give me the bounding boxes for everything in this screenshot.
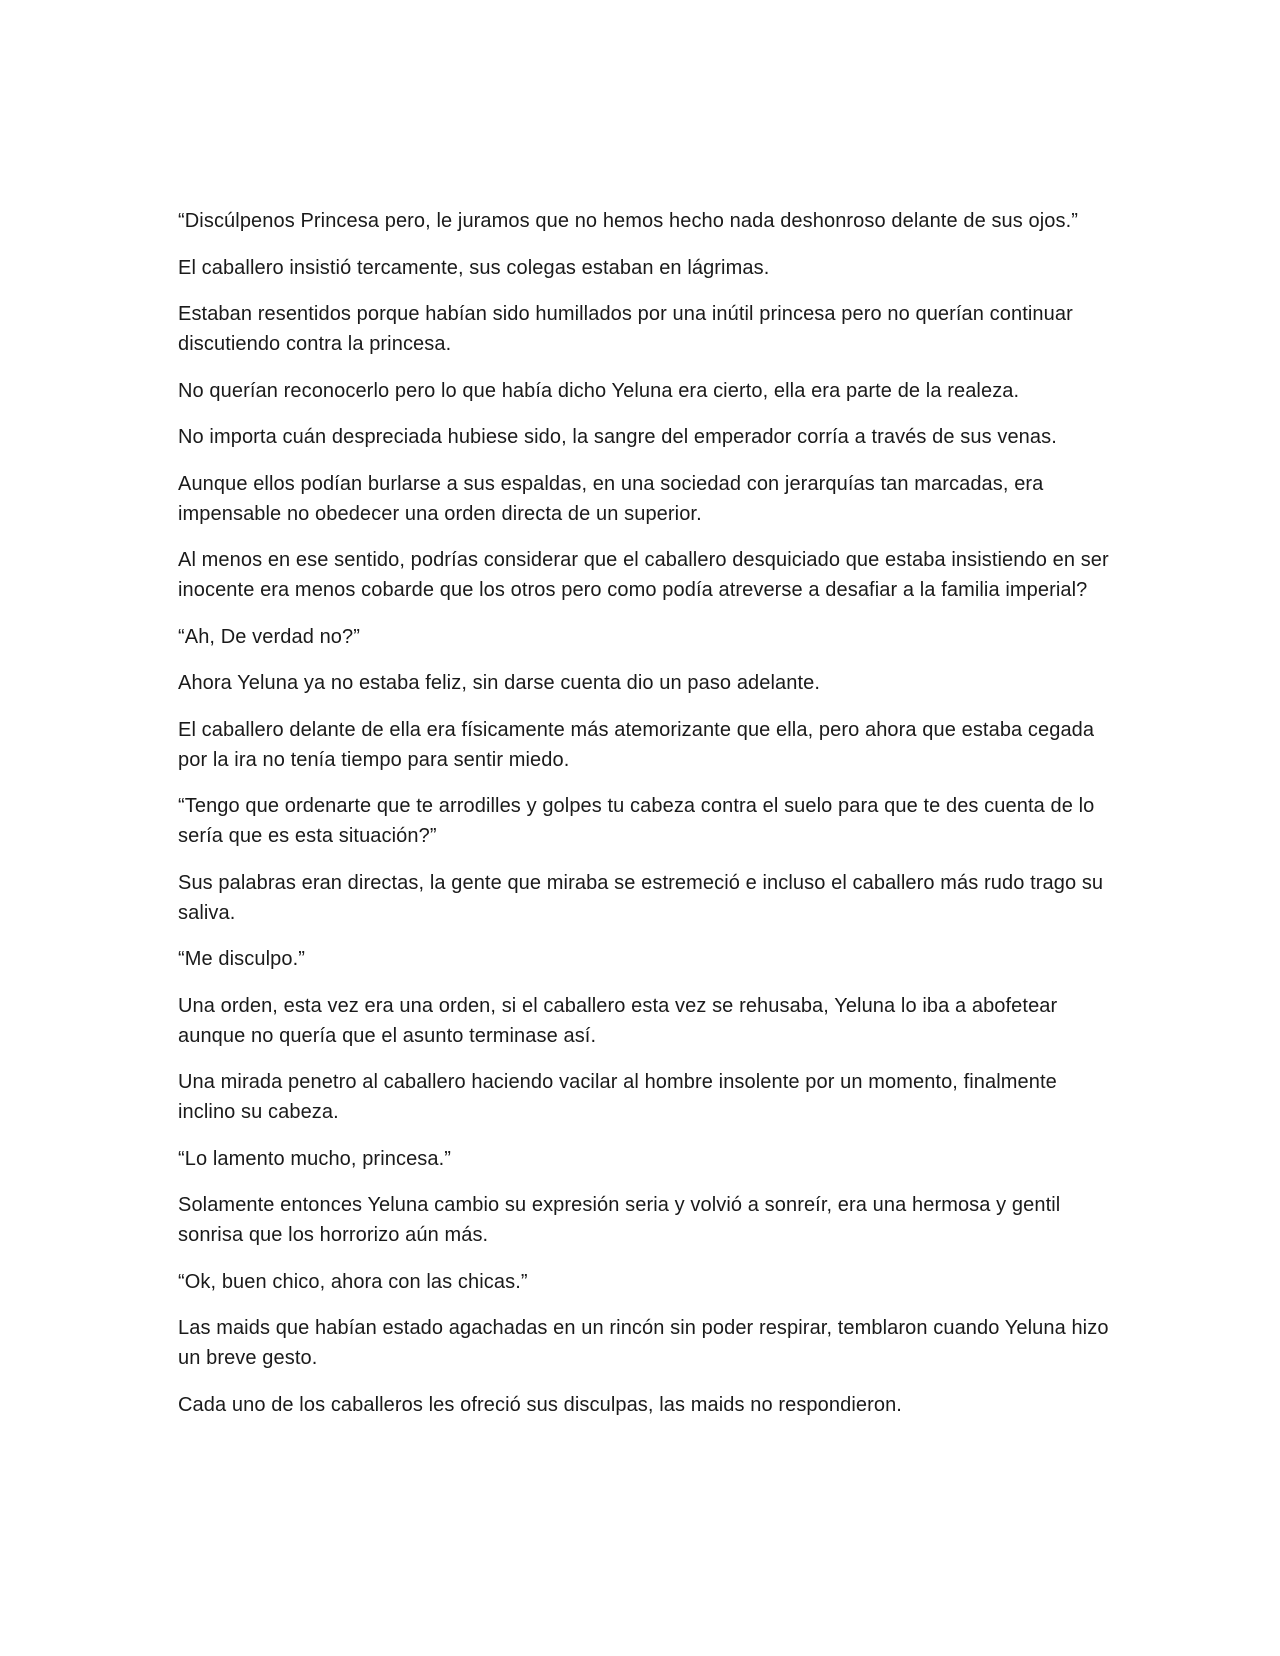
paragraph: Cada uno de los caballeros les ofreció sus disculpas, las maids no respondieron. <box>178 1393 902 1416</box>
paragraph: Estaban resentidos porque habían sido humillados por una inútil princesa pero no querían continuar discutiendo contra la princesa. <box>178 303 1073 355</box>
paragraph: “Discúlpenos Princesa pero, le juramos que no hemos hecho nada deshonroso delante de sus ojos.” <box>178 210 1079 232</box>
paragraph: “Ok, buen chico, ahora con las chicas.” <box>178 1270 528 1293</box>
document-body <box>178 206 1118 1436</box>
paragraph: Solamente entonces Yeluna cambio su expresión seria y volvió a sonreír, era una hermosa y gentil sonrisa que los horrorizo aún más. <box>178 1194 1061 1246</box>
paragraph: Sus palabras eran directas, la gente que miraba se estremeció e incluso el caballero más rudo trago su saliva. <box>178 871 1104 924</box>
paragraph: “Lo lamento mucho, princesa.” <box>178 1147 452 1170</box>
paragraph: Ahora Yeluna ya no estaba feliz, sin darse cuenta dio un paso adelante. <box>178 672 821 694</box>
paragraph: “Me disculpo.” <box>178 948 305 970</box>
paragraph: Una mirada penetro al caballero haciendo vacilar al hombre insolente por un momento, finalmente inclino su cabeza. <box>178 1071 1057 1123</box>
paragraph: Las maids que habían estado agachadas en un rincón sin poder respirar, temblaron cuando Yeluna hizo un breve gesto. <box>178 1317 1109 1369</box>
paragraph: “Ah, De verdad no?” <box>178 625 360 648</box>
paragraph: “Tengo que ordenarte que te arrodilles y golpes tu cabeza contra el suelo para que te des cuenta de lo sería que es esta situación?” <box>178 795 1095 847</box>
paragraph: El caballero insistió tercamente, sus colegas estaban en lágrimas. <box>178 256 770 279</box>
paragraph: Aunque ellos podían burlarse a sus espaldas, en una sociedad con jerarquías tan marcadas, era impensable no obedecer una orden directa de un superior. <box>178 472 1044 525</box>
paragraph: No importa cuán despreciada hubiese sido, la sangre del emperador corría a través de sus venas. <box>178 426 1057 448</box>
paragraph: No querían reconocerlo pero lo que había dicho Yeluna era cierto, ella era parte de la realeza. <box>178 379 1020 402</box>
paragraph: El caballero delante de ella era físicamente más atemorizante que ella, pero ahora que estaba cegada por la ira no tenía tiempo para sentir miedo. <box>178 718 1095 771</box>
paragraph: Al menos en ese sentido, podrías considerar que el caballero desquiciado que estaba insistiendo en ser inocente era menos cobarde que los otros pero como podía atreverse a desafiar a la familia imperial? <box>178 549 1109 601</box>
paragraph: Una orden, esta vez era una orden, si el caballero esta vez se rehusaba, Yeluna lo iba a abofetear aunque no quería que el asunto terminase así. <box>178 994 1058 1047</box>
